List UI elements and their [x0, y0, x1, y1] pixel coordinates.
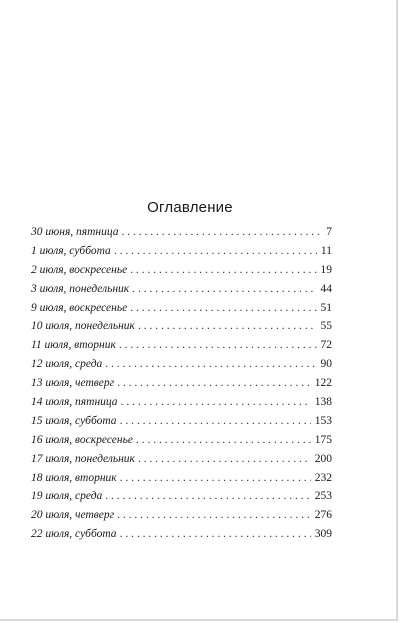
toc-dot-leader [138, 453, 311, 465]
toc-entry-page: 309 [314, 528, 332, 541]
toc-entry-label: 20 июля, четверг [31, 509, 115, 522]
toc-entry-page: 253 [314, 490, 332, 503]
toc-entry-label: 15 июля, суббота [31, 414, 117, 427]
toc-dot-leader [114, 245, 317, 257]
toc-dot-leader [130, 302, 316, 314]
toc-entry-page: 153 [314, 414, 332, 427]
toc-entry-label: 18 июля, вторник [31, 471, 117, 484]
toc-entry[interactable] [31, 434, 332, 453]
toc-entry-page: 19 [320, 263, 332, 276]
toc-entry-page: 122 [314, 377, 332, 390]
toc-dot-leader [130, 264, 316, 276]
toc-dot-leader [105, 490, 310, 502]
toc-entry-label: 2 июля, воскресенье [31, 263, 128, 276]
toc-entry-page: 72 [320, 339, 332, 352]
toc-entry-label: 16 июля, воскресенье [31, 433, 133, 446]
toc-dot-leader [121, 396, 311, 408]
toc-entry-page: 138 [314, 396, 332, 409]
toc-entry[interactable] [31, 396, 332, 415]
toc-entry-label: 3 июля, понедельник [31, 282, 130, 295]
toc-dot-leader [120, 528, 311, 540]
toc-entry[interactable] [31, 283, 332, 302]
toc-entry-page: 276 [314, 509, 332, 522]
toc-entry-label: 19 июля, среда [31, 490, 103, 503]
toc-entry-label: 13 июля, четверг [31, 377, 115, 390]
toc-entry[interactable] [31, 509, 332, 528]
toc-entry[interactable] [31, 528, 332, 547]
toc-entry-page: 44 [320, 282, 332, 295]
toc-entry[interactable] [31, 226, 332, 245]
toc-entry-page: 232 [314, 471, 332, 484]
toc-entry-label: 22 июля, суббота [31, 528, 117, 541]
toc-entry-page: 90 [320, 358, 332, 371]
toc-entry-label: 30 июня, пятница [31, 226, 119, 238]
toc-dot-leader [132, 283, 316, 295]
toc-entry[interactable] [31, 377, 332, 396]
toc-dot-leader [120, 415, 311, 427]
toc-entry-label: 17 июля, понедельник [31, 452, 135, 465]
toc-entry-label: 14 июля, пятница [31, 396, 118, 409]
toc-entry[interactable] [31, 302, 332, 321]
toc-entry[interactable] [31, 472, 332, 491]
toc-entry[interactable] [31, 415, 332, 434]
toc-entry-page: 7 [326, 226, 332, 238]
toc-dot-leader [120, 472, 311, 484]
toc-entry[interactable] [31, 453, 332, 472]
toc-entry-label: 12 июля, среда [31, 358, 103, 371]
toc-dot-leader [136, 434, 311, 446]
toc-dot-leader [138, 320, 317, 332]
toc-entry[interactable] [31, 358, 332, 377]
toc-entry-page: 55 [320, 320, 332, 333]
toc-entry-page: 11 [320, 244, 332, 257]
toc-entry[interactable] [31, 245, 332, 264]
toc-entry-page: 200 [314, 452, 332, 465]
toc-dot-leader [117, 509, 311, 521]
toc-entry[interactable] [31, 490, 332, 509]
toc-entry[interactable] [31, 339, 332, 358]
toc-entry-page: 51 [320, 301, 332, 314]
toc-dot-leader [117, 377, 311, 389]
toc-title: Оглавление [147, 199, 233, 216]
toc-entry-label: 11 июля, вторник [31, 339, 116, 352]
toc-entry[interactable] [31, 320, 332, 339]
toc-dot-leader [122, 226, 323, 238]
toc-list [31, 226, 332, 547]
toc-dot-leader [105, 358, 316, 370]
toc-entry-label: 10 июля, понедельник [31, 320, 135, 333]
toc-entry[interactable] [31, 264, 332, 283]
toc-entry-label: 9 июля, воскресенье [31, 301, 128, 314]
toc-entry-label: 1 июля, суббота [31, 244, 111, 257]
toc-dot-leader [119, 339, 317, 351]
toc-entry-page: 175 [314, 433, 332, 446]
